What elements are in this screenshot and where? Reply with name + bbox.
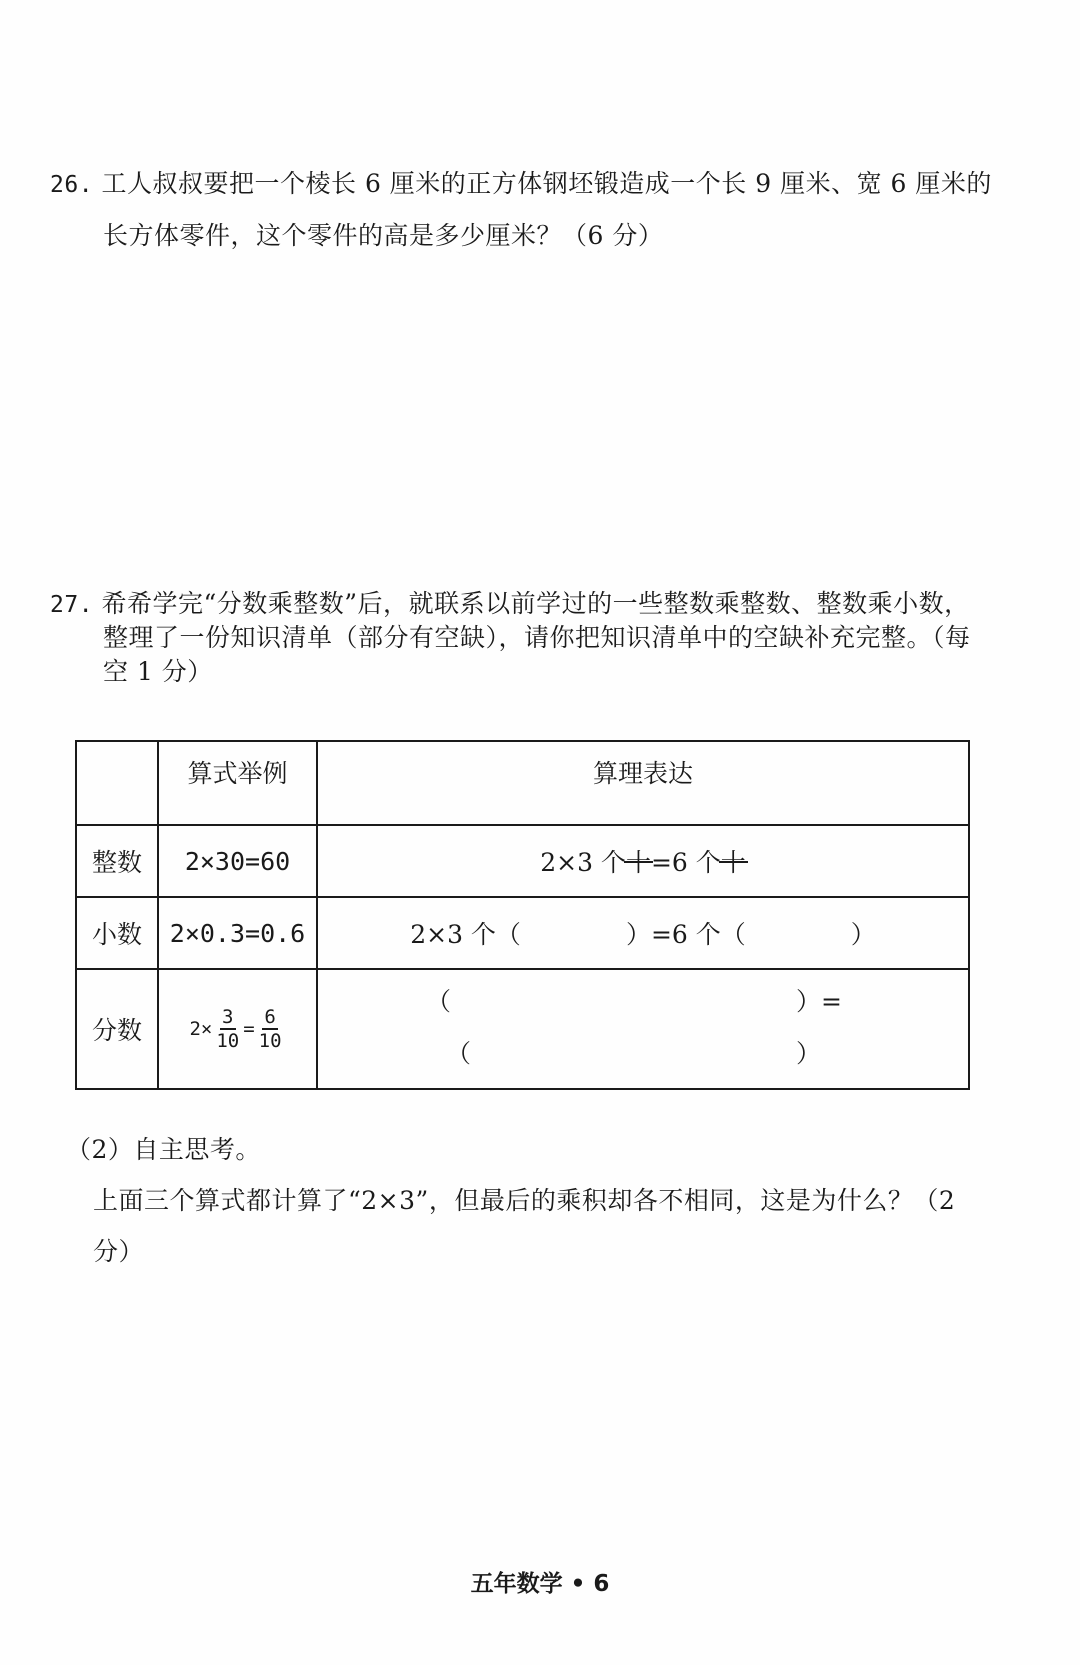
reason-integer-unit-a: 十 (626, 843, 651, 879)
table-header-row (76, 741, 969, 825)
fraction-6-10-numerator: 6 (264, 1006, 276, 1028)
reason-decimal-end: ） (850, 920, 876, 949)
q27-line-1 (50, 587, 970, 622)
example-fraction-equals: = (243, 1018, 255, 1040)
page-footer: 五年数学 • 6 (470, 1571, 610, 1597)
reason-integer (317, 825, 969, 897)
q27-part2-line-1: 上面三个算式都计算了“2×3”，但最后的乘积却各不相同，这是为什么？（2 (93, 1186, 956, 1215)
row-label-decimal: 小数 (76, 897, 158, 969)
example-decimal: 2×0.3=0.6 (158, 897, 317, 969)
reason-integer-part-a: 2×3 个 (540, 848, 626, 877)
blank-fraction-2[interactable] (488, 1030, 788, 1064)
fraction-6-10 (257, 1007, 284, 1051)
table-row-decimal (76, 897, 969, 969)
q27-number: 27. (50, 592, 94, 618)
reason-fraction-close-2: ） (796, 1039, 822, 1068)
q27-part2-title: （2）自主思考。 (66, 1135, 261, 1164)
reason-decimal (317, 897, 969, 969)
q26-number: 26. (50, 172, 94, 198)
q26-line-1 (50, 167, 992, 202)
fraction-3-10-numerator: 3 (222, 1006, 234, 1028)
reason-integer-part-b: =6 个 (650, 848, 721, 877)
knowledge-table (75, 740, 970, 1090)
fraction-3-10 (214, 1007, 241, 1051)
reason-fraction (317, 969, 969, 1089)
example-fraction (158, 969, 317, 1089)
q26-text-1: 工人叔叔要把一个棱长 6 厘米的正方体钢坯锻造成一个长 9 厘米、宽 6 厘米的 (101, 169, 992, 198)
fraction-6-10-denominator: 10 (258, 1030, 282, 1052)
reason-integer-unit-b: 十 (721, 843, 746, 879)
table-row-fraction (76, 969, 969, 1089)
reason-fraction-open-1: （ (426, 987, 452, 1016)
blank-fraction-1[interactable] (468, 978, 788, 1012)
reason-decimal-part-a: 2×3 个（ (410, 920, 521, 949)
header-example: 算式举例 (158, 741, 317, 825)
example-integer: 2×30=60 (158, 825, 317, 897)
table-row-integer (76, 825, 969, 897)
q26-line-2: 长方体零件，这个零件的高是多少厘米？（6 分） (103, 221, 664, 250)
reason-fraction-open-2: （ (446, 1039, 472, 1068)
header-empty-cell (76, 741, 158, 825)
reason-fraction-close-1: ）= (796, 987, 842, 1016)
fraction-3-10-denominator: 10 (216, 1030, 240, 1052)
q27-part2-line-2: 分） (93, 1237, 145, 1266)
q27-line-2: 整理了一份知识清单（部分有空缺），请你把知识清单中的空缺补充完整。（每 (103, 623, 971, 652)
row-label-fraction: 分数 (76, 969, 158, 1089)
example-fraction-lead: 2× (189, 1018, 213, 1040)
q27-text-1: 希希学完“分数乘整数”后，就联系以前学过的一些整数乘整数、整数乘小数， (101, 589, 970, 618)
q27-line-3: 空 1 分） (103, 657, 213, 686)
header-reason: 算理表达 (317, 741, 969, 825)
row-label-integer: 整数 (76, 825, 158, 897)
reason-decimal-mid: ）=6 个（ (625, 920, 746, 949)
